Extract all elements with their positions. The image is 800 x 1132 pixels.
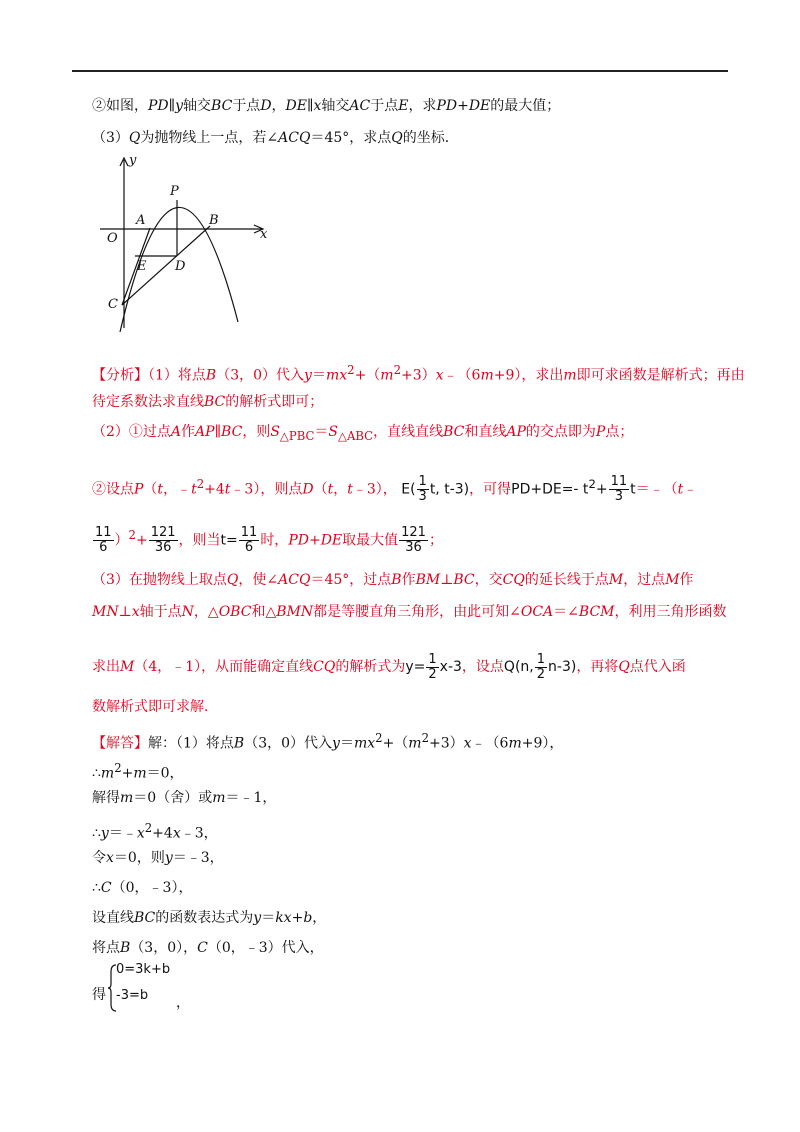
solution-line-6: ∴C（0，﹣3）， [92, 880, 193, 896]
equation-system: 得 0=3k+b -3=b ， [92, 962, 190, 1011]
solution-line-3: 解得m＝0（舍）或m＝﹣1， [92, 790, 277, 806]
line-cb [122, 226, 210, 305]
analysis-line-1: 【分析】（1）将点B（3，0）代入$y=mx^2+(m^2+3)x﹣(6m+9)$，求出m即可求函数是解析式；再由 [92, 363, 745, 384]
fraction-one-half: $\frac{1}{2}$ [428, 651, 437, 682]
fraction-eleven-sixths-t: $\frac{11}{6}$ [240, 525, 258, 556]
fraction-eleven-sixths: $\frac{11}{6}$ [95, 525, 112, 556]
label-a: A [136, 213, 146, 228]
top-rule [72, 70, 728, 72]
label-d: D [175, 259, 186, 274]
solution-line-8: 将点B（3，0），C（0，﹣3）代入， [92, 940, 324, 956]
label-c: C [108, 297, 118, 312]
solution-line-1: 【解答】解：（1）将点B（3，0）代入$y=mx^2+(m^2+3)x﹣(6m+9)$， [92, 731, 564, 752]
question-part-3: （3）Q为抛物线上一点，若∠ACQ＝45°，求点Q的坐标． [92, 130, 459, 146]
label-y: y [129, 153, 137, 168]
fraction-one-half-n: $\frac{1}{2}$ [536, 651, 546, 682]
analysis-line-3: （2）①过点A作AP∥BC，则$S_{\triangle PBC}=S_{\triangle ABC}$，直线直线BC和直线AP的交点即为P点； [92, 424, 634, 443]
fraction-121-36: $\frac{121}{36}$ [150, 525, 176, 556]
fraction-max-121-36: $\frac{121}{36}$ [401, 525, 426, 556]
analysis-line-7: MN⊥x轴于点N，△OBC和△BMN都是等腰直角三角形，由此可知∠OCA＝∠BCM，利用三角形函数 [92, 604, 727, 620]
fraction-eleven-thirds: $\frac{11}{3}$ [610, 474, 628, 505]
analysis-line-5: $\frac{11}{6}$ ）$^2$+ $\frac{121}{36}$ ，则当t= $\frac{11}{6}$ 时，PD+DE取最大值 $\frac{121}{36}$ ； [95, 525, 443, 556]
question-part-2: ②如图，PD∥y轴交BC于点D，DE∥x轴交AC于点E，求PD+DE的最大值； [92, 98, 561, 114]
parabola-figure [100, 150, 280, 332]
solution-line-4: $\therefore y=﹣x^2+4x﹣3$， [92, 821, 218, 842]
analysis-line-4: ②设点P（t，$﹣t^2+4t﹣3$），则点D（t，t﹣3）， E( $\frac{1}{3}$ t, t-3)，可得PD+DE=- $t^2+$ $\frac{11}{3}$ t＝﹣（t﹣ [92, 474, 698, 505]
analysis-line-6: （3）在抛物线上取点Q，使∠ACQ＝45°，过点B作BM⊥BC，交CQ的延长线于点M，过点M作 [92, 572, 694, 588]
label-e: E [137, 259, 147, 274]
solution-line-2: $\therefore m^2+m=0$， [92, 761, 184, 782]
label-o: O [107, 231, 118, 246]
label-p: P [170, 184, 179, 199]
analysis-line-8: 求出M（4，﹣1），从而能确定直线CQ的解析式为y= $\frac{1}{2}$ x-3，设点Q(n, $\frac{1}{2}$ n-3)，再将Q点代入函 [92, 651, 686, 682]
fraction-one-third: $\frac{1}{3}$ [418, 474, 427, 505]
analysis-line-2: 待定系数法求直线BC的解析式即可； [92, 394, 324, 410]
solution-line-5: 令x＝0，则y＝﹣3， [92, 850, 224, 866]
label-b: B [209, 213, 219, 228]
analysis-line-9: 数解析式即可求解． [92, 699, 218, 715]
solution-line-7: 设直线BC的函数表达式为y＝kx+b， [92, 910, 327, 926]
label-x: x [260, 227, 268, 242]
